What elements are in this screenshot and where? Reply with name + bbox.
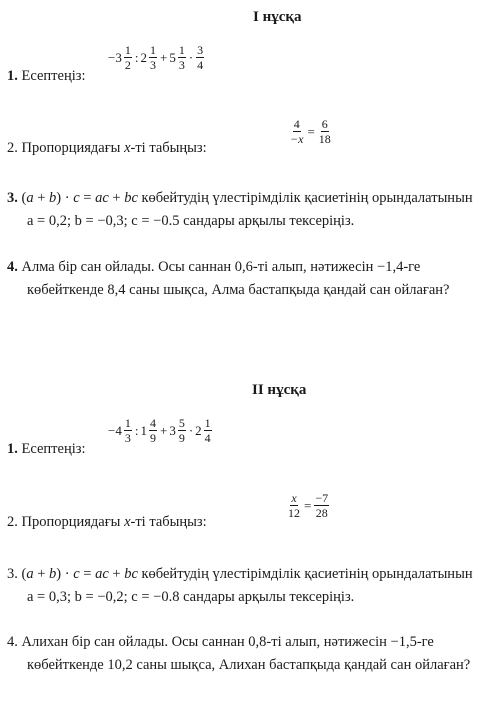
v1-q1-text: Есептеңіз: — [21, 68, 86, 84]
v2-q2-text-b: -ті табыңыз: — [130, 514, 207, 530]
v2-q1-term-a-frac: $\frac{1}{3}$ — [124, 416, 131, 445]
v1-q4-line1 — [7, 259, 420, 276]
v1-q4-text-1: Алма бір сан ойлады. Осы саннан 0,6-ті алып, нәтижесін −1,4-ге — [21, 259, 421, 275]
v1-q2-number: 2. — [7, 140, 18, 156]
v2-q1-op2: + — [159, 422, 168, 438]
v1-q1-term-c-frac: $\frac{1}{3}$ — [178, 43, 185, 72]
v1-q3-number: 3. — [7, 190, 18, 206]
v1-q4-line2: көбейткенде 8,4 саны шықса, Алма бастапқыда қандай сан ойлаған? — [27, 282, 450, 298]
v2-q2-number: 2. — [7, 514, 18, 530]
v2-q1-number: 1. — [7, 441, 18, 457]
v1-q1-number: 1. — [7, 68, 18, 84]
v2-q1-term-d-whole: 2 — [195, 422, 202, 438]
v2-q3-line1: 3. (a + b) · c = ac + bc көбейтудің үлестірімділік қасиетінің орындалатынын — [7, 566, 473, 582]
v2-q2-proportion — [286, 492, 330, 519]
v1-q4-number: 4. — [7, 259, 18, 275]
v1-q3-line1: 3. (a + b) · c = ac + bc көбейтудің үлестірімділік қасиетінің орындалатынын — [7, 190, 473, 206]
v2-q1-op3: · — [188, 422, 194, 438]
v2-q4-text-1: Алихан бір сан ойлады. Осы саннан 0,8-ті алып, нәтижесін −1,5-ге — [21, 634, 434, 650]
v1-q1-term-d-frac: $\frac{3}{4}$ — [197, 43, 204, 72]
v2-q2-left-frac: $\frac{x}{12}$ — [288, 491, 300, 520]
v1-q1-term-a-frac: $\frac{1}{2}$ — [124, 43, 131, 72]
v2-q1-term-b-frac: $\frac{4}{9}$ — [149, 416, 156, 445]
v1-q1-term-a-whole: −3 — [108, 49, 122, 65]
v2-q3-line2: a = 0,3; b = −0,2; c = −0.8 сандары арқылы тексеріңіз. — [27, 589, 355, 605]
v2-q1-term-b-whole: 1 — [140, 422, 147, 438]
v2-q1-term-c-whole: 3 — [169, 422, 176, 438]
v1-q3-text: көбейтудің үлестірімділік қасиетінің орындалатынын — [137, 190, 473, 206]
v1-q1-op3: · — [188, 49, 194, 65]
v2-q1-expression — [108, 417, 213, 444]
v2-q1-term-a-whole: −4 — [108, 422, 122, 438]
v1-q2-right-frac: $\frac{6}{18}$ — [318, 117, 331, 146]
v2-q2-eq: = — [304, 497, 312, 513]
v1-q2-var: x — [124, 140, 131, 156]
v1-q1-expression — [108, 44, 205, 71]
v1-q1-op1: : — [134, 49, 139, 65]
v1-q2-text-a: Пропорциядағы — [21, 140, 121, 156]
v2-q4-line2: көбейткенде 10,2 саны шықса, Алихан бастапқыда қандай сан ойлаған? — [27, 657, 471, 673]
v2-q1-term-c-frac: $\frac{5}{9}$ — [178, 416, 185, 445]
v2-q2-var: x — [124, 514, 131, 530]
v2-q2-text-a: Пропорциядағы — [21, 514, 121, 530]
v1-q2-text-b: -ті табыңыз: — [130, 140, 207, 156]
v1-q1-term-b-whole: 2 — [140, 49, 147, 65]
v2-q2-right-frac: $\frac{-7}{28}$ — [315, 491, 329, 520]
v1-q2-left-frac: $\frac{4}{-x}$ — [290, 117, 304, 146]
v1-q1-term-c-whole: 5 — [169, 49, 176, 65]
v1-q2-eq: = — [307, 123, 315, 139]
variant-1-title: I нұсқа — [253, 9, 302, 25]
v2-q1-term-d-frac: $\frac{1}{4}$ — [204, 416, 211, 445]
v2-q1-text: Есептеңіз: — [21, 441, 86, 457]
v1-q3-line2: a = 0,2; b = −0,3; c = −0.5 сандары арқылы тексеріңіз. — [27, 213, 355, 229]
v1-q1-term-b-frac: $\frac{1}{3}$ — [149, 43, 156, 72]
v1-q2 — [7, 140, 207, 157]
variant-2-title: II нұсқа — [252, 382, 307, 398]
v2-q3-text: көбейтудің үлестірімділік қасиетінің орындалатынын — [137, 566, 473, 582]
v1-q1-op2: + — [159, 49, 168, 65]
v2-q4-number: 4. — [7, 634, 18, 650]
v2-q4-line1 — [7, 634, 434, 651]
v2-q1-op1: : — [134, 422, 139, 438]
v1-q2-proportion — [288, 118, 333, 145]
v2-q3-number: 3. — [7, 566, 18, 582]
v2-q1 — [7, 441, 85, 458]
v2-q2 — [7, 514, 207, 531]
v1-q1 — [7, 68, 85, 85]
